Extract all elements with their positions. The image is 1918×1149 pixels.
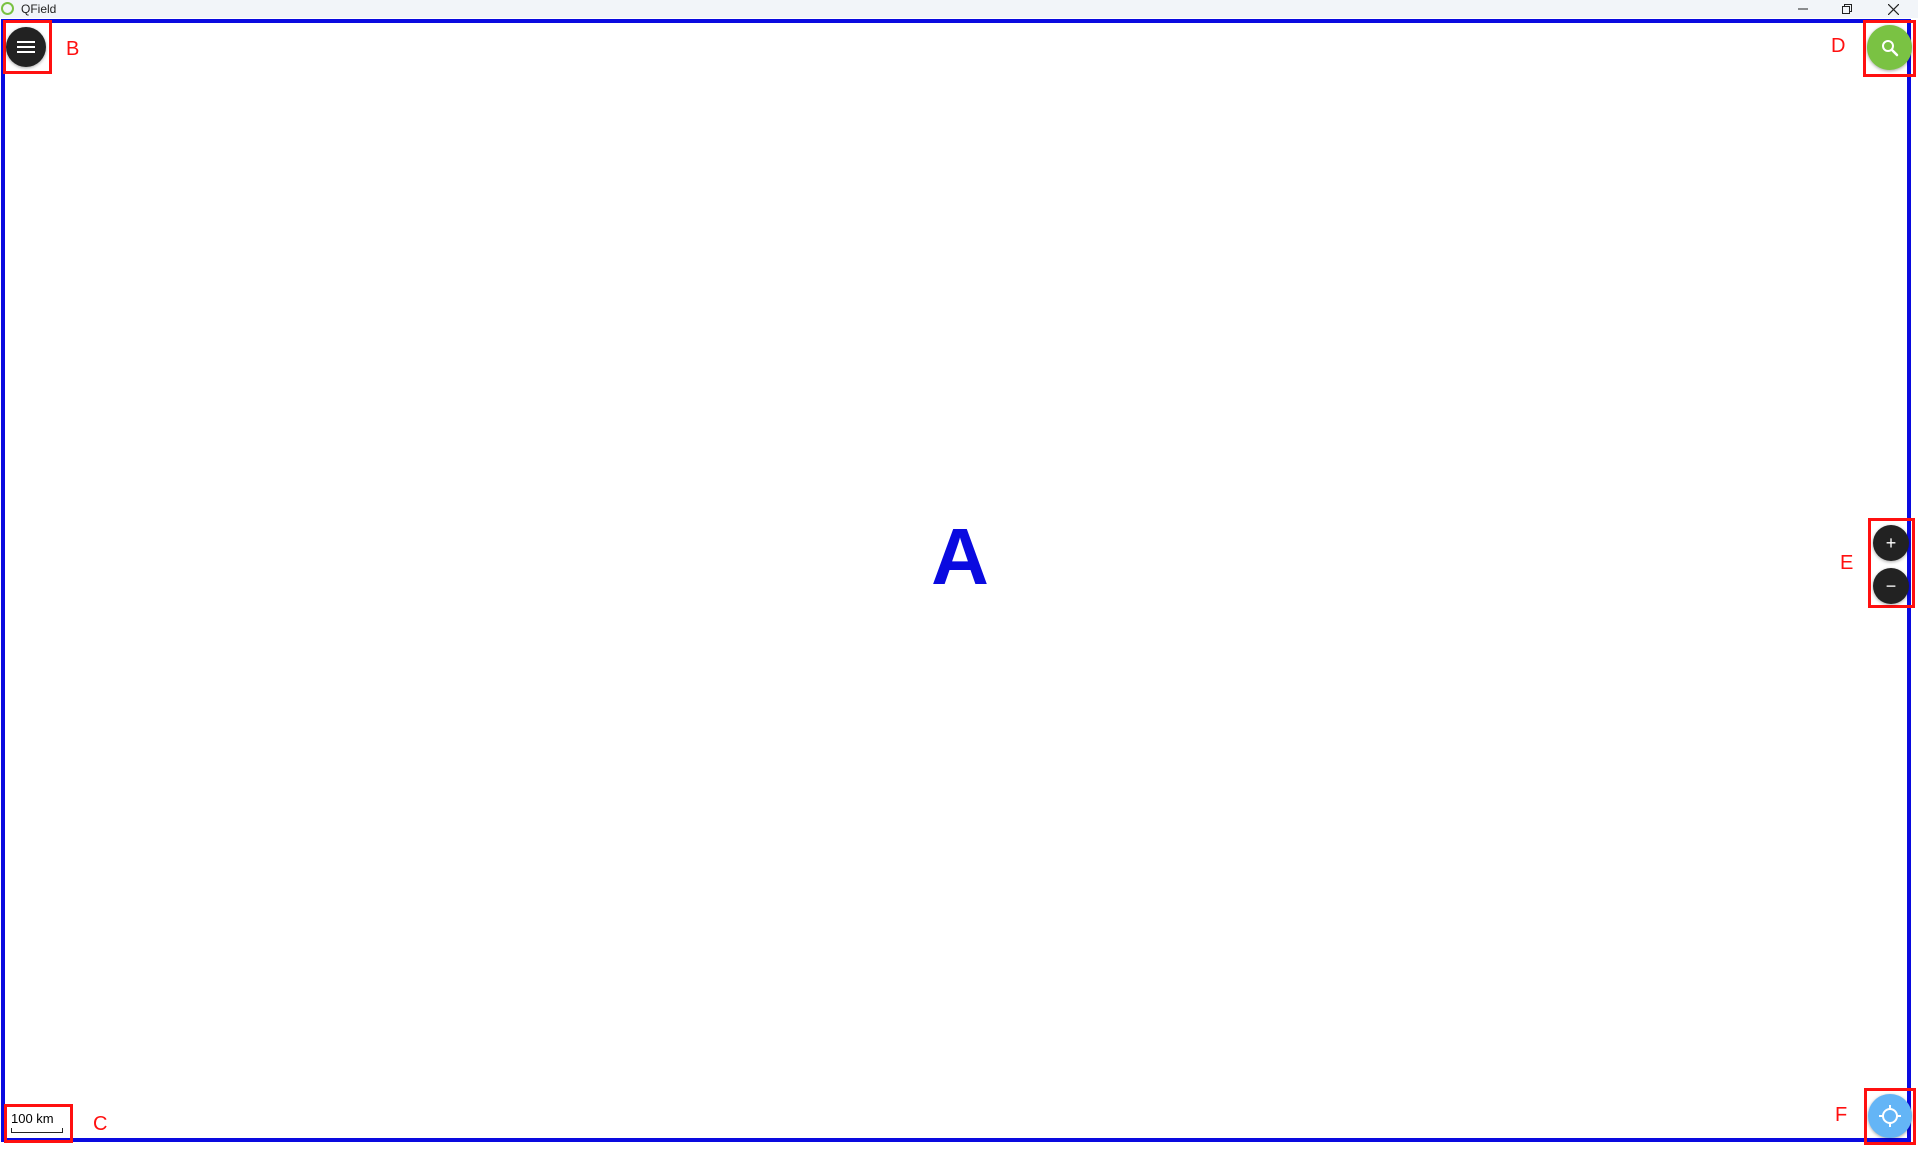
search-button[interactable] [1867, 25, 1912, 70]
annotation-label-gps: F [1835, 1104, 1848, 1126]
search-icon [1881, 39, 1899, 57]
restore-button[interactable] [1824, 0, 1870, 18]
zoom-out-button[interactable]: − [1873, 568, 1909, 604]
annotation-label-search: D [1831, 35, 1846, 57]
minimize-button[interactable] [1780, 0, 1826, 18]
qfield-logo-icon [1, 2, 14, 15]
hamburger-menu-icon [16, 39, 36, 55]
gps-locate-button[interactable] [1868, 1094, 1912, 1138]
map-annotation-label: A [931, 512, 989, 601]
zoom-in-button[interactable]: + [1873, 525, 1909, 561]
window-titlebar [0, 0, 1918, 18]
window-title: QField [21, 2, 57, 16]
restore-icon [1842, 4, 1852, 14]
annotation-label-zoom: E [1840, 552, 1854, 574]
scale-bar [9, 1109, 63, 1137]
annotation-label-menu: B [66, 38, 80, 60]
close-window-button[interactable] [1870, 0, 1916, 18]
main-menu-button[interactable] [6, 27, 46, 67]
minimize-icon [1798, 4, 1808, 14]
scale-bar-line [11, 1128, 63, 1133]
close-icon [1888, 4, 1899, 15]
scale-bar-text: 100 km [11, 1111, 54, 1126]
crosshair-icon [1878, 1104, 1902, 1128]
annotation-label-scale: C [93, 1113, 108, 1135]
